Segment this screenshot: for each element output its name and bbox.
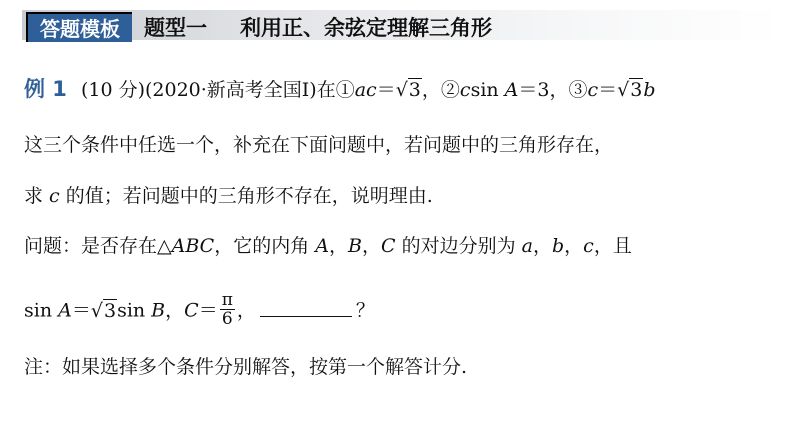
cond3-lhs: c bbox=[587, 79, 599, 101]
comma: ， bbox=[532, 235, 552, 257]
cond1-lhs: ac bbox=[354, 79, 377, 101]
line3-suffix: 的值；若问题中的三角形不存在，说明理由. bbox=[59, 185, 433, 207]
question-type-title: 利用正、余弦定理解三角形 bbox=[240, 16, 492, 40]
sqrt-3: √3 bbox=[395, 79, 421, 101]
line4-text-1: ，它的内角 bbox=[214, 235, 316, 257]
angle-C: C bbox=[380, 235, 396, 257]
example-label: 例 1 bbox=[24, 77, 67, 101]
template-badge: 答题模板 bbox=[26, 12, 132, 42]
question-mark: ？ bbox=[355, 299, 375, 322]
example-line-5 bbox=[24, 290, 375, 330]
sqrt-3-b: √3 bbox=[617, 79, 643, 101]
example-source: (10 分)(2020·新高考全国Ⅰ)在① bbox=[80, 79, 355, 101]
comma: ， bbox=[361, 235, 381, 257]
comma: ， bbox=[328, 235, 348, 257]
line4-suffix: ，且 bbox=[593, 235, 632, 257]
example-line-1 bbox=[24, 76, 656, 103]
cond-sep-1: ，② bbox=[421, 79, 460, 101]
comma: ， bbox=[165, 299, 185, 322]
comma: ， bbox=[236, 299, 256, 322]
equals-sign: ＝ bbox=[71, 299, 91, 322]
cond2-rhs: ＝3，③ bbox=[518, 79, 588, 101]
fraction-pi-over-6: $\frac{\pi}{6}$ bbox=[221, 290, 233, 329]
side-b: b bbox=[551, 235, 565, 257]
angle-B: B bbox=[348, 235, 362, 257]
line3-var-c: c bbox=[49, 185, 60, 207]
section-header bbox=[0, 0, 794, 46]
triangle-abc: ABC bbox=[171, 235, 215, 257]
angle-B: B bbox=[151, 299, 166, 322]
angle-A: A bbox=[315, 235, 329, 257]
question-type-label: 题型一 bbox=[144, 16, 207, 40]
example-line-2: 这三个条件中任选一个，补充在下面问题中，若问题中的三角形存在， bbox=[24, 134, 614, 156]
example-line-4 bbox=[24, 233, 632, 259]
sin-fn: sin bbox=[117, 299, 152, 322]
sin-fn: sin bbox=[24, 299, 59, 322]
equals-sign-2: ＝ bbox=[598, 79, 618, 101]
angle-A: A bbox=[58, 299, 72, 322]
angle-C: C bbox=[184, 299, 199, 322]
line3-prefix: 求 bbox=[24, 185, 50, 207]
line4-text-2: 的对边分别为 bbox=[395, 235, 522, 257]
cond2-A: A bbox=[504, 79, 519, 101]
side-a: a bbox=[521, 235, 533, 257]
line4-prefix: 问题：是否存在△ bbox=[24, 235, 172, 257]
equals-sign: ＝ bbox=[376, 79, 396, 101]
equals-sign: ＝ bbox=[198, 299, 218, 322]
comma: ， bbox=[564, 235, 584, 257]
side-c: c bbox=[583, 235, 594, 257]
answer-blank bbox=[260, 298, 352, 317]
cond3-b: b bbox=[643, 79, 656, 101]
note-line: 注：如果选择多个条件分别解答，按第一个解答计分. bbox=[24, 356, 468, 378]
example-line-3 bbox=[24, 183, 433, 209]
cond2-lhs: c bbox=[459, 79, 471, 101]
cond2-fn: sin bbox=[470, 79, 505, 101]
sqrt-3: √3 bbox=[90, 299, 117, 322]
